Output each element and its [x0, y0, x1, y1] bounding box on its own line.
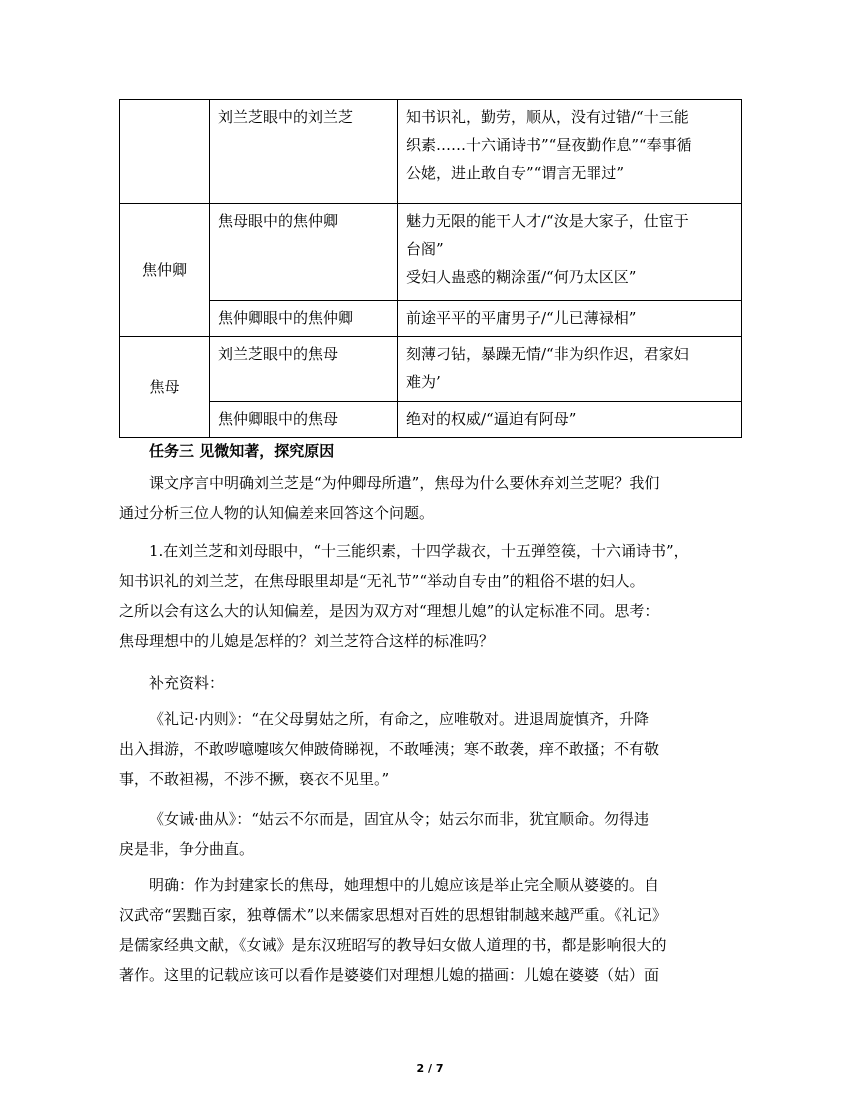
table-row: [120, 301, 742, 337]
paragraph-question-1: [119, 536, 741, 656]
role-cell: 焦仲卿眼中的焦仲卿: [210, 301, 398, 337]
table-row: [120, 337, 742, 402]
desc-cell: [398, 100, 742, 204]
text-line: 1.在刘兰芝和刘母眼中，“十三能织素，十四学裁衣，十五弹箜篌，十六诵诗书”，: [149, 542, 689, 560]
desc-line: 受妇人蛊惑的糊涂蛋/“何乃太区区”: [406, 268, 637, 286]
role-cell: 刘兰芝眼中的焦母: [210, 337, 398, 402]
paragraph-supplement-label: [119, 668, 741, 698]
desc-line: 难为’: [406, 373, 441, 391]
desc-line: 魅力无限的能干人才/“汝是大家子，仕宦于: [406, 212, 689, 230]
desc-line: 刻薄刁钻，暴躁无情/“非为织作迟，君家妇: [406, 345, 689, 363]
text-line: 《女诫·曲从》：“姑云不尔而是，固宜从令；姑云尔而非，犹宜顺命。勿得违: [149, 810, 649, 828]
desc-line: 前途平平的平庸男子/“儿已薄禄相”: [406, 309, 637, 327]
paragraph-nvjie-quote: [119, 804, 741, 864]
page-number: 2 / 7: [416, 1062, 444, 1075]
text-line: 焦母理想中的儿媳是怎样的？刘兰芝符合这样的标准吗？: [119, 632, 495, 650]
group-cell-empty: [120, 100, 210, 204]
desc-line: 公姥，进止敢自专”“谓言无罪过”: [406, 164, 625, 182]
text-line: 课文序言中明确刘兰芝是“为仲卿母所遣”，焦母为什么要休弃刘兰芝呢？我们: [149, 474, 660, 492]
paragraph-liji-quote: [119, 704, 741, 794]
table-row: [120, 402, 742, 438]
desc-line: 知书识礼，勤劳，顺从，没有过错/“十三能: [406, 108, 689, 126]
text-line: 补充资料：: [149, 674, 225, 692]
role-cell: 焦仲卿眼中的焦母: [210, 402, 398, 438]
table-row: [120, 204, 742, 301]
text-line: 《礼记·内则》：“在父母舅姑之所，有命之，应唯敬对。进退周旋慎齐，升降: [149, 710, 649, 728]
desc-line: 织素……十六诵诗书”“昼夜勤作息”“奉事循: [406, 136, 692, 154]
desc-cell: [398, 301, 742, 337]
text-line: 是儒家经典文献，《女诫》是东汉班昭写的教导妇女做人道理的书，都是影响很大的: [119, 936, 667, 954]
text-line: 著作。这里的记载应该可以看作是婆婆们对理想儿媳的描画：儿媳在婆婆（姑）面: [119, 966, 660, 984]
character-perception-table: [119, 99, 742, 438]
task-heading: 任务三 见微知著，探究原因: [149, 442, 335, 460]
desc-cell: [398, 402, 742, 438]
desc-line: 台阁”: [406, 240, 444, 258]
role-cell: 刘兰芝眼中的刘兰芝: [210, 100, 398, 204]
paragraph-answer: [119, 870, 741, 990]
text-line: 戾是非，争分曲直。: [119, 840, 255, 858]
text-line: 通过分析三位人物的认知偏差来回答这个问题。: [119, 504, 435, 522]
group-cell-jiaozhongqing: 焦仲卿: [120, 204, 210, 337]
desc-cell: [398, 337, 742, 402]
paragraph-intro: [119, 468, 741, 528]
text-line: 汉武帝“罢黜百家，独尊儒术”以来儒家思想对百姓的思想钳制越来越严重。《礼记》: [119, 906, 667, 924]
table-row: [120, 100, 742, 204]
text-line: 出入揖游，不敢哕噫嚏咳欠伸跛倚睇视，不敢唾洟；寒不敢袭，痒不敢搔；不有敬: [119, 740, 660, 758]
text-line: 知书识礼的刘兰芝，在焦母眼里却是“无礼节”“举动自专由”的粗俗不堪的妇人。: [119, 572, 645, 590]
text-line: 事，不敢袒裼，不涉不撅，亵衣不见里。”: [119, 770, 390, 788]
role-cell: 焦母眼中的焦仲卿: [210, 204, 398, 301]
text-line: 明确：作为封建家长的焦母，她理想中的儿媳应该是举止完全顺从婆婆的。自: [149, 876, 660, 894]
group-cell-jiaomu: 焦母: [120, 337, 210, 438]
desc-cell: [398, 204, 742, 301]
desc-line: 绝对的权威/“逼迫有阿母”: [406, 410, 577, 428]
text-line: 之所以会有这么大的认知偏差，是因为双方对“理想儿媳”的认定标准不同。思考：: [119, 602, 660, 620]
